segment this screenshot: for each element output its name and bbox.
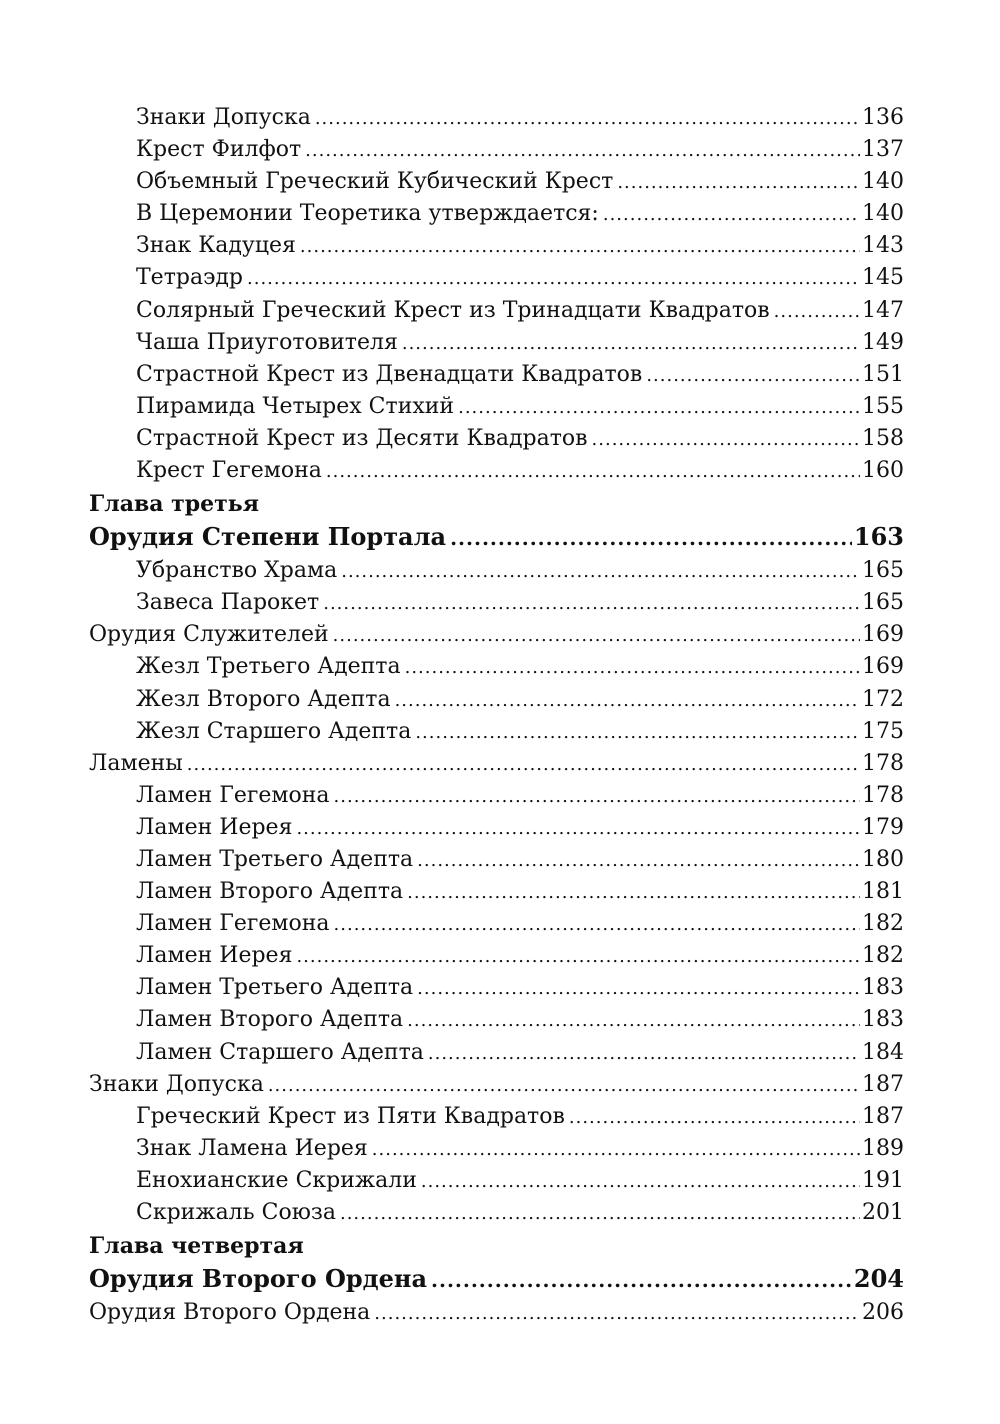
toc-entry-title: Страстной Крест из Двенадцати Квадратов — [136, 361, 643, 387]
toc-entry-page: 158 — [862, 425, 904, 451]
dot-leader — [417, 973, 860, 1005]
toc-entry-title: Пирамида Четырех Стихий — [136, 393, 455, 419]
dot-leader — [187, 749, 860, 781]
toc-entry-title: Ламен Гегемона — [136, 782, 330, 808]
dot-leader — [334, 909, 860, 941]
toc-entry[interactable] — [89, 780, 904, 812]
toc-entry-title: Жезл Старшего Адепта — [136, 718, 412, 744]
toc-entry-title: Жезл Второго Адепта — [136, 686, 391, 712]
dot-leader — [341, 556, 860, 588]
toc-entry-title: Ламен Иерея — [136, 814, 293, 840]
toc-entry-title: Чаша Приуготовителя — [136, 329, 398, 355]
toc-entry-title: Орудия Второго Ордена — [89, 1300, 371, 1326]
toc-entry-page: 137 — [862, 137, 904, 163]
toc-entry-title: Тетраэдр — [136, 265, 244, 291]
toc-entry-page: 147 — [862, 297, 904, 323]
toc-entry-title: Ламен Третьего Адепта — [136, 975, 414, 1001]
toc-entry[interactable] — [89, 555, 904, 587]
toc-part-entry[interactable] — [89, 521, 904, 555]
toc-entry[interactable] — [89, 587, 904, 619]
table-of-contents — [89, 102, 904, 1329]
toc-entry-page: 189 — [862, 1135, 904, 1161]
toc-section — [89, 1229, 904, 1329]
dot-leader — [296, 941, 860, 973]
toc-entry-page: 182 — [862, 911, 904, 937]
dot-leader — [415, 717, 860, 749]
toc-entry[interactable] — [89, 748, 904, 780]
dot-leader — [326, 456, 860, 488]
toc-entry[interactable] — [89, 391, 904, 423]
toc-entry[interactable] — [89, 359, 904, 391]
dot-leader — [450, 522, 852, 554]
toc-entry-title: Знаки Допуска — [89, 1071, 264, 1097]
toc-section — [89, 102, 904, 487]
dot-leader — [305, 135, 860, 167]
dot-leader — [417, 845, 860, 877]
dot-leader — [372, 1134, 860, 1166]
toc-entry[interactable] — [89, 1297, 904, 1329]
toc-entry[interactable] — [89, 1165, 904, 1197]
toc-entry-title: Крест Филфот — [136, 137, 302, 163]
chapter-heading: Глава третья — [89, 491, 259, 518]
toc-entry-title: Жезл Третьего Адепта — [136, 654, 401, 680]
toc-entry[interactable] — [89, 1101, 904, 1133]
dot-leader — [421, 1166, 860, 1198]
toc-entry[interactable] — [89, 1133, 904, 1165]
toc-entry-page: 143 — [862, 233, 904, 259]
toc-entry-page: 175 — [862, 718, 904, 744]
toc-entry-page: 206 — [862, 1300, 904, 1326]
dot-leader — [340, 1198, 860, 1230]
toc-entry[interactable] — [89, 166, 904, 198]
toc-entry-title: Крест Гегемона — [136, 458, 322, 484]
toc-entry-title: Ламены — [89, 750, 183, 776]
dot-leader — [300, 231, 860, 263]
dot-leader — [617, 167, 860, 199]
toc-entry[interactable] — [89, 327, 904, 359]
dot-leader — [431, 1264, 852, 1296]
toc-entry-title: Солярный Греческий Крест из Тринадцати Квадратов — [136, 297, 770, 323]
dot-leader — [646, 360, 860, 392]
dot-leader — [407, 1005, 860, 1037]
dot-leader — [296, 813, 860, 845]
toc-entry[interactable] — [89, 716, 904, 748]
toc-entry[interactable] — [89, 423, 904, 455]
toc-entry-page: 182 — [862, 943, 904, 969]
toc-entry-title: Ламен Гегемона — [136, 911, 330, 937]
toc-entry-title: Знаки Допуска — [136, 105, 311, 130]
toc-entry-page: 165 — [862, 558, 904, 584]
dot-leader — [395, 685, 860, 717]
toc-entry-title: Знак Кадуцея — [136, 233, 296, 259]
toc-entry[interactable] — [89, 651, 904, 683]
toc-entry-title: Ламен Второго Адепта — [136, 1007, 404, 1033]
toc-entry-page: 180 — [862, 846, 904, 872]
toc-entry-page: 155 — [862, 393, 904, 419]
dot-leader — [592, 424, 860, 456]
toc-entry-title: Страстной Крест из Десяти Квадратов — [136, 425, 588, 451]
toc-entry-page: 169 — [862, 654, 904, 680]
toc-entry-title: В Церемонии Теоретика утверждается: — [136, 201, 599, 227]
toc-entry-page: 178 — [862, 750, 904, 776]
toc-entry-page: 149 — [862, 329, 904, 355]
dot-leader — [323, 588, 860, 620]
toc-entry-title: Убранство Храма — [136, 558, 338, 584]
toc-entry[interactable] — [89, 1197, 904, 1229]
toc-entry-title: Объемный Греческий Кубический Крест — [136, 169, 614, 195]
dot-leader — [603, 199, 860, 231]
toc-entry[interactable] — [89, 1069, 904, 1101]
dot-leader — [333, 620, 860, 652]
toc-part-page: 204 — [853, 1264, 904, 1294]
toc-entry-page: 136 — [862, 105, 904, 130]
toc-entry[interactable] — [89, 230, 904, 262]
dot-leader — [569, 1102, 860, 1134]
toc-entry[interactable] — [89, 134, 904, 166]
toc-entry-title: Завеса Парокет — [136, 590, 320, 616]
toc-entry-page: 187 — [862, 1071, 904, 1097]
toc-entry-title: Ламен Старшего Адепта — [136, 1039, 424, 1065]
toc-entry-page: 151 — [862, 361, 904, 387]
toc-part-entry[interactable] — [89, 1263, 904, 1297]
dot-leader — [315, 103, 860, 135]
toc-entry[interactable] — [89, 684, 904, 716]
toc-part-title: Орудия Второго Ордена — [89, 1264, 428, 1294]
dot-leader — [428, 1038, 860, 1070]
toc-entry-page: 140 — [862, 201, 904, 227]
toc-entry-title: Скрижаль Союза — [136, 1200, 336, 1225]
toc-entry[interactable] — [89, 295, 904, 327]
toc-entry-page: 187 — [862, 1103, 904, 1129]
toc-entry[interactable] — [89, 198, 904, 230]
dot-leader — [268, 1070, 860, 1102]
toc-entry-page: 169 — [862, 622, 904, 648]
toc-part-page: 163 — [853, 522, 904, 552]
toc-entry-page: 165 — [862, 590, 904, 616]
toc-section — [89, 487, 904, 1229]
toc-entry[interactable] — [89, 876, 904, 908]
toc-entry-page: 160 — [862, 458, 904, 484]
toc-entry-title: Знак Ламена Иерея — [136, 1135, 368, 1161]
toc-entry[interactable] — [89, 1037, 904, 1069]
dot-leader — [247, 263, 860, 295]
toc-entry[interactable] — [89, 812, 904, 844]
toc-entry-page: 191 — [862, 1167, 904, 1193]
toc-entry-title: Енохианские Скрижали — [136, 1167, 417, 1193]
toc-entry-page: 172 — [862, 686, 904, 712]
toc-entry-page: 140 — [862, 169, 904, 195]
dot-leader — [334, 781, 860, 813]
toc-entry-page: 183 — [862, 1007, 904, 1033]
toc-entry-page: 179 — [862, 814, 904, 840]
dot-leader — [374, 1298, 860, 1330]
dot-leader — [774, 296, 860, 328]
toc-entry[interactable] — [89, 908, 904, 940]
toc-entry-page: 201 — [862, 1200, 904, 1225]
dot-leader — [402, 328, 860, 360]
toc-entry[interactable] — [89, 102, 904, 134]
dot-leader — [458, 392, 860, 424]
toc-entry[interactable] — [89, 262, 904, 294]
toc-entry[interactable] — [89, 455, 904, 487]
toc-entry-page: 183 — [862, 975, 904, 1001]
toc-entry-page: 178 — [862, 782, 904, 808]
toc-entry-title: Ламен Третьего Адепта — [136, 846, 414, 872]
toc-entry-title: Ламен Иерея — [136, 943, 293, 969]
dot-leader — [405, 652, 860, 684]
toc-entry-title: Греческий Крест из Пяти Квадратов — [136, 1103, 565, 1129]
toc-entry[interactable] — [89, 940, 904, 972]
toc-entry-title: Орудия Служителей — [89, 622, 329, 648]
chapter-heading: Глава четвертая — [89, 1233, 304, 1260]
toc-entry[interactable] — [89, 972, 904, 1004]
toc-entry-page: 145 — [862, 265, 904, 291]
dot-leader — [407, 877, 860, 909]
toc-entry[interactable] — [89, 844, 904, 876]
toc-entry-page: 184 — [862, 1039, 904, 1065]
toc-entry[interactable] — [89, 1004, 904, 1036]
toc-entry[interactable] — [89, 619, 904, 651]
toc-part-title: Орудия Степени Портала — [89, 522, 447, 552]
toc-entry-page: 181 — [862, 879, 904, 905]
toc-entry-title: Ламен Второго Адепта — [136, 879, 404, 905]
